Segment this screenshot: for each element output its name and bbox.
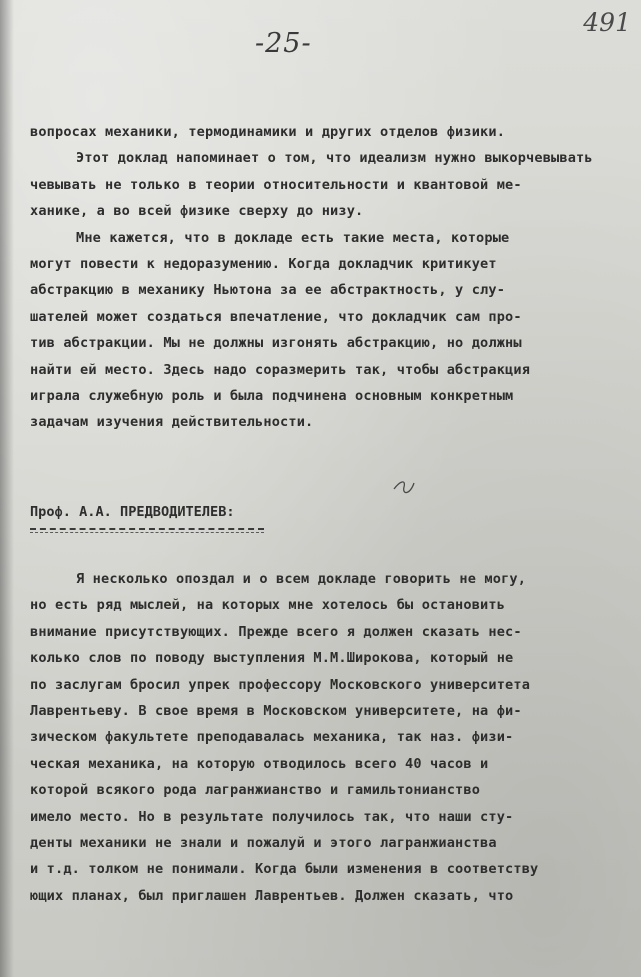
text-line: но есть ряд мыслей, на которых мне хотелось бы остановить <box>30 597 506 614</box>
speaker-name: Проф. А.А. ПРЕДВОДИТЕЛЕВ: <box>30 504 235 520</box>
text-line: имело место. Но в результате получилось так, что наши сту- <box>30 808 514 825</box>
text-line: найти ей место. Здесь надо соразмерить так, чтобы абстракция <box>30 361 531 378</box>
text-line: Я несколько опоздал и о всем докладе говорить не могу, <box>76 571 527 587</box>
page-number: -25- <box>255 28 312 59</box>
text-line: денты механики не знали и пожалуй и этого лагранжианства <box>30 835 497 852</box>
text-line: и т.д. толком не понимали. Когда были изменения в соответству <box>30 861 539 878</box>
text-line: играла служебную роль и была подчинена основным конкретным <box>30 388 514 405</box>
text-line: по заслугам бросил упрек профессору Московского университета <box>30 676 531 693</box>
scan-edge-shadow <box>0 0 14 977</box>
text-line: которой всякого рода лагранжианство и гамильтонианство <box>30 782 481 799</box>
text-line: Этот доклад напоминает о том, что идеализм нужно выкорчевывать <box>76 150 593 167</box>
text-line: могут повести к недоразумению. Когда докладчик критикует <box>30 256 497 273</box>
text-line: абстракцию в механику Ньютона за ее абстрактность, у слу- <box>30 282 506 299</box>
text-line: зическом факультете преподавалась механика, так наз. физи- <box>30 729 514 746</box>
text-line: колько слов по поводу выступления М.М.Широкова, который не <box>30 650 514 667</box>
text-line: Мне кажется, что в докладе есть такие места, которые <box>76 229 510 246</box>
handwritten-mark-icon <box>392 475 416 497</box>
text-line: шателей может создаться впечатление, что докладчик сам про- <box>30 308 522 325</box>
speaker-underline <box>30 528 264 530</box>
speaker-underline-secondary <box>30 532 264 533</box>
text-line: вопросах механики, термодинамики и других отделов физики. <box>30 124 506 140</box>
paragraph-block-1 <box>30 119 615 436</box>
text-line: Лаврентьеву. В свое время в Московском университете, на фи- <box>30 703 522 720</box>
text-line: ческая механика, на которую отводилось всего 40 часов и <box>30 755 489 772</box>
text-line: ющих планах, был приглашен Лаврентьев. Должен сказать, что <box>30 887 514 904</box>
text-line: чевывать не только в теории относительности и квантовой ме- <box>30 176 522 193</box>
text-line: задачам изучения действительности. <box>30 414 314 431</box>
text-line: тив абстракции. Мы не должны изгонять абстракцию, но должны <box>30 335 522 352</box>
paragraph-block-2 <box>30 566 615 909</box>
archive-number: 491 <box>583 8 631 37</box>
text-line: ханике, а во всей физике сверху до низу. <box>30 203 364 220</box>
text-line: внимание присутствующих. Прежде всего я должен сказать нес- <box>30 623 522 640</box>
